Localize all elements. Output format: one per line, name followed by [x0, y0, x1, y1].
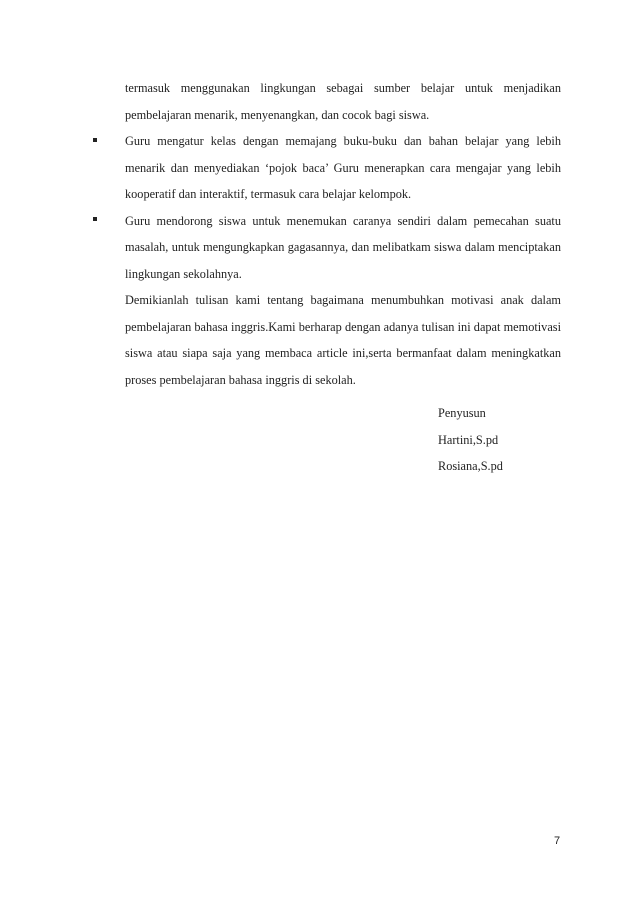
author-name: Rosiana,S.pd: [438, 459, 503, 473]
paragraph-text: Guru mengatur kelas dengan memajang buku-buku dan bahan belajar yang lebih menarik dan menyediakan ‘pojok baca’ Guru menerapkan cara mengajar yang lebih kooperatif dan interaktif, termasuk cara belajar kelompok.: [125, 134, 561, 201]
paragraph-text: termasuk menggunakan lingkungan sebagai sumber belajar untuk menjadikan pembelajaran menarik, menyenangkan, dan cocok bagi siswa.: [125, 81, 561, 122]
paragraph-continuation: [125, 75, 561, 128]
body-text: [125, 75, 561, 393]
paragraph-closing: [125, 287, 561, 393]
author-name: Hartini,S.pd: [438, 432, 499, 447]
paragraph-text: Demikianlah tulisan kami tentang bagaimana menumbuhkan motivasi anak dalam pembelajaran bahasa inggris.Kami berharap dengan adanya tulisan ini dapat memotivasi siswa atau siapa saja yang membaca article ini,serta bermanfaat dalam meningkatkan proses pembelajaran bahasa inggris di sekolah.: [125, 293, 561, 387]
signature-label: Penyusun: [438, 406, 486, 420]
bullet-item-student-discovery: [125, 208, 561, 288]
square-bullet-icon: [93, 128, 103, 155]
square-bullet-icon: [93, 208, 103, 235]
signature-block: [438, 400, 503, 480]
page-number: 7: [554, 835, 561, 847]
bullet-item-reading-corner: [125, 128, 561, 208]
paragraph-text: Guru mendorong siswa untuk menemukan caranya sendiri dalam pemecahan suatu masalah, untuk mengungkapkan gagasannya, dan melibatkam siswa dalam menciptakan lingkungan sekolahnya.: [125, 213, 561, 281]
